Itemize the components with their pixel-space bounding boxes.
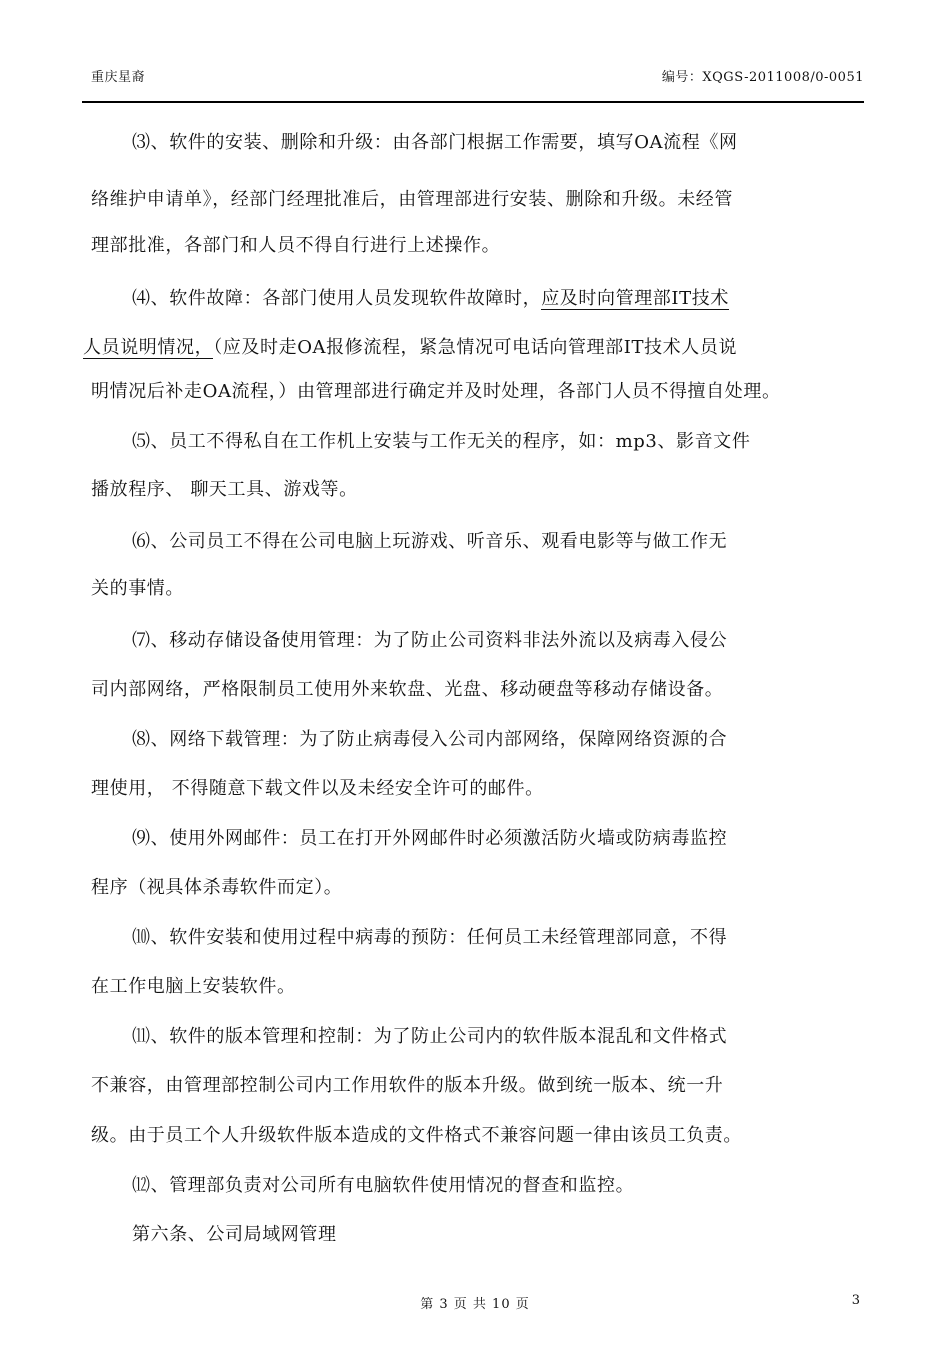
paragraph-line: 明情况后补走OA流程，）由管理部进行确定并及时处理，各部门人员不得擅自处理。 — [91, 381, 781, 402]
paragraph-line: 络维护申请单》，经部门经理批准后，由管理部进行安装、删除和升级。未经管 — [91, 189, 733, 210]
paragraph-line — [83, 333, 737, 363]
paragraph-line: ⑶、软件的安装、删除和升级：由各部门根据工作需要，填写OA流程《网 — [132, 132, 738, 153]
paragraph-line: ⑽、软件安装和使用过程中病毒的预防：任何员工未经管理部同意，不得 — [132, 927, 728, 948]
paragraph-line: ⑾、软件的版本管理和控制：为了防止公司内的软件版本混乱和文件格式 — [132, 1026, 728, 1047]
text-run: （应及时走OA报修流程，紧急情况可电话向管理部IT技术人员说 — [213, 337, 738, 358]
footer-page-number: 3 — [851, 1293, 860, 1308]
paragraph-line: 理使用， 不得随意下载文件以及未经安全许可的邮件。 — [91, 778, 544, 799]
header-doc-number: 编号：XQGS-2011008/0-0051 — [661, 70, 864, 85]
paragraph-line: 在工作电脑上安装软件。 — [91, 976, 296, 997]
paragraph-line: 关的事情。 — [91, 578, 184, 599]
paragraph-line — [132, 284, 729, 314]
paragraph-line: ⑼、使用外网邮件：员工在打开外网邮件时必须激活防火墙或防病毒监控 — [132, 828, 728, 849]
paragraph-line: 不兼容，由管理部控制公司内工作用软件的版本升级。做到统一版本、统一升 — [91, 1075, 724, 1096]
header-company: 重庆星裔 — [91, 70, 146, 85]
paragraph-line: 播放程序、 聊天工具、游戏等。 — [91, 479, 358, 500]
underlined-text: 人员说明情况， — [83, 337, 214, 358]
paragraph-line: ⑿、管理部负责对公司所有电脑软件使用情况的督查和监控。 — [132, 1175, 635, 1196]
paragraph-line: ⑺、移动存储设备使用管理：为了防止公司资料非法外流以及病毒入侵公 — [132, 630, 728, 651]
footer-page-label: 第 3 页 共 10 页 — [420, 1297, 530, 1312]
paragraph-line: ⑹、公司员工不得在公司电脑上玩游戏、听音乐、观看电影等与做工作无 — [132, 531, 728, 552]
paragraph-line: ⑸、员工不得私自在工作机上安装与工作无关的程序，如：mp3、影音文件 — [132, 431, 751, 452]
text-run: ⑷、软件故障：各部门使用人员发现软件故障时， — [132, 288, 542, 309]
paragraph-line: 司内部网络，严格限制员工使用外来软盘、光盘、移动硬盘等移动存储设备。 — [91, 679, 724, 700]
paragraph-line: 级。由于员工个人升级软件版本造成的文件格式不兼容问题一律由该员工负责。 — [91, 1125, 742, 1146]
paragraph-line: ⑻、网络下载管理：为了防止病毒侵入公司内部网络，保障网络资源的合 — [132, 729, 728, 750]
paragraph-line: 理部批准，各部门和人员不得自行进行上述操作。 — [91, 235, 501, 256]
paragraph-line: 程序（视具体杀毒软件而定）。 — [91, 877, 343, 898]
section-heading: 第六条、公司局域网管理 — [132, 1224, 337, 1245]
header-rule — [82, 101, 864, 103]
underlined-text: 应及时向管理部IT技术 — [541, 288, 729, 309]
